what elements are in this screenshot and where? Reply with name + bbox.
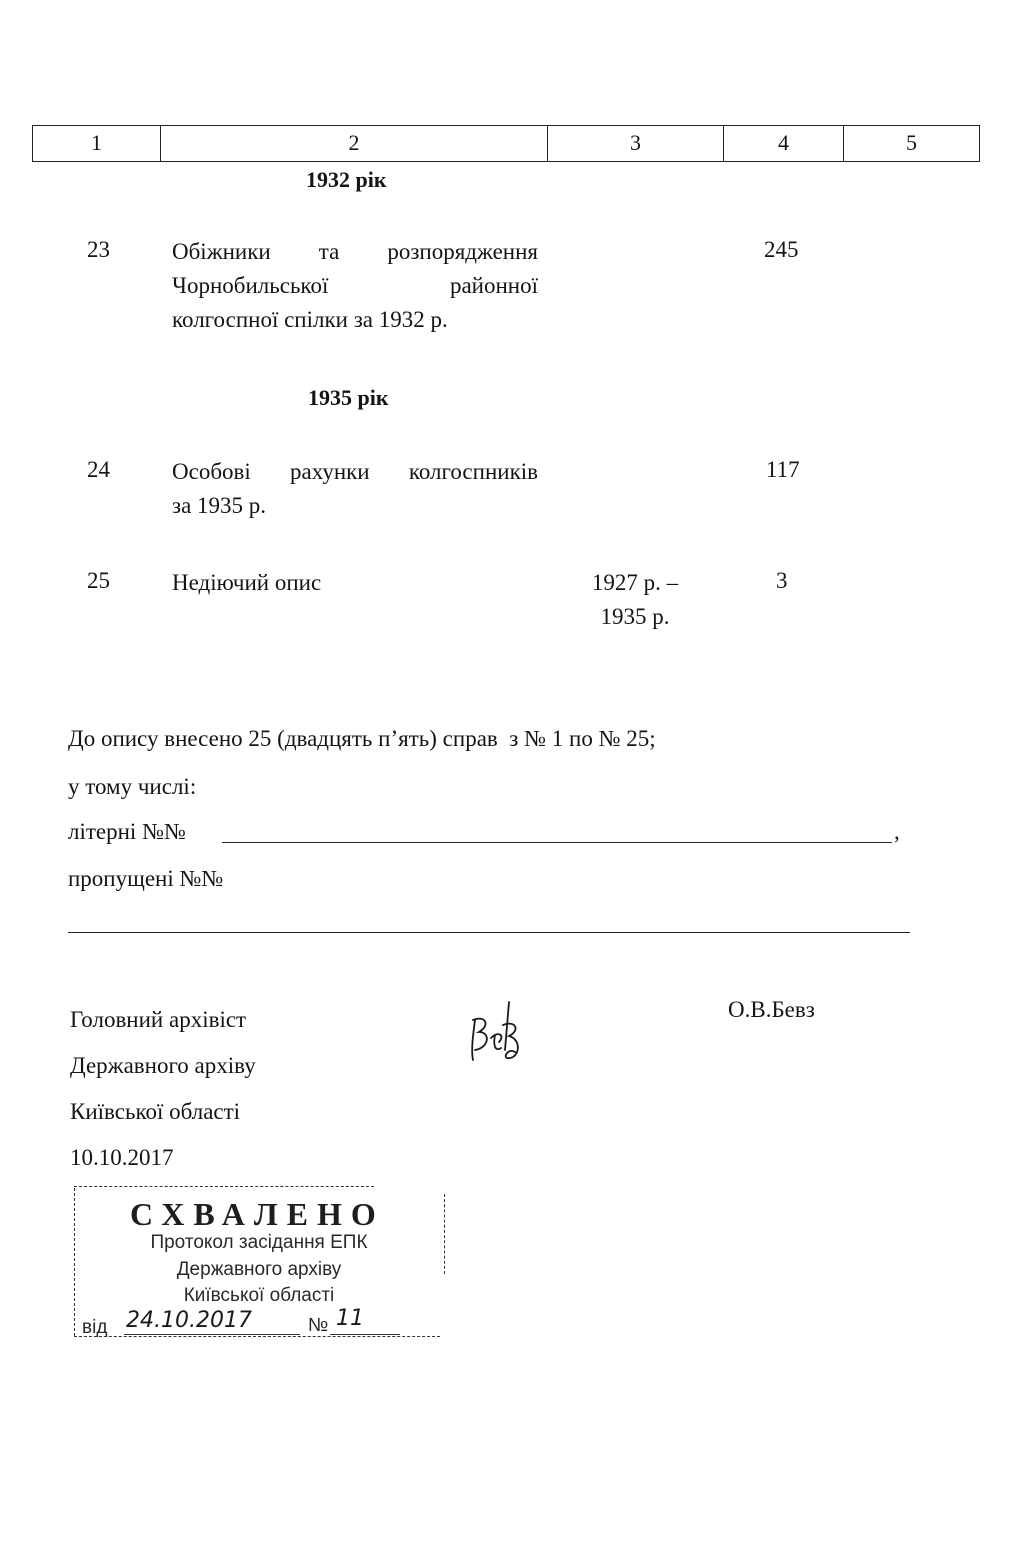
signatory-name: О.В.Бевз (728, 997, 815, 1022)
stamp-from-label: від (82, 1317, 108, 1338)
signatory-date: 10.10.2017 (70, 1145, 174, 1170)
stamp-number-handwritten: 11 (336, 1306, 364, 1331)
case-number-24: 24 (87, 457, 110, 482)
column-header-3: 3 (548, 126, 724, 161)
signatory-position-line-3: Київської області (70, 1099, 241, 1124)
literni-trailing-comma: , (894, 819, 900, 844)
case-sheets-24: 117 (766, 457, 800, 482)
stamp-number-underline (330, 1334, 400, 1335)
case-title-23-line-2: Чорнобильської районної (172, 273, 538, 298)
handwritten-signature (465, 990, 535, 1070)
stamp-border-bottom (74, 1336, 440, 1337)
case-number-25: 25 (87, 568, 110, 593)
column-header-4: 4 (724, 126, 844, 161)
stamp-protocol-line: Протокол засідання ЕПК (150, 1232, 368, 1253)
literni-blank-line (222, 842, 892, 843)
approval-stamp (74, 1180, 454, 1350)
case-dates-25-start: 1927 р. – (591, 570, 679, 595)
case-title-24-line-2: за 1935 р. (172, 493, 267, 518)
summary-including-line: у тому числі: (68, 774, 197, 799)
case-sheets-25: 3 (776, 568, 788, 593)
case-title-23 (172, 235, 538, 337)
column-header-1: 1 (33, 126, 161, 161)
signatory-position (70, 997, 256, 1181)
case-number-23: 23 (87, 237, 110, 262)
signatory-position-line-1: Головний архівіст (70, 1007, 247, 1032)
case-title-23-line-1: Обіжники та розпорядження (172, 239, 538, 264)
case-title-23-line-3: колгоспної спілки за 1932 р. (172, 307, 448, 332)
stamp-number-label: № (308, 1315, 329, 1336)
year-heading-1935: 1935 рік (308, 385, 389, 410)
literni-label: літерні №№ (68, 819, 186, 844)
column-header-2: 2 (161, 126, 548, 161)
stamp-region-line: Київської області (183, 1285, 335, 1306)
case-title-25: Недіючий опис (172, 570, 322, 595)
case-sheets-23: 245 (764, 237, 799, 262)
case-title-24-line-1: Особові рахунки колгоспників (172, 459, 538, 484)
case-dates-25-end: 1935 р. (600, 604, 670, 629)
stamp-border-top (74, 1186, 374, 1187)
propushcheni-blank-line (68, 932, 910, 933)
stamp-date-underline (124, 1334, 300, 1335)
case-dates-25 (560, 566, 710, 634)
signatory-position-line-2: Державного архіву (70, 1053, 256, 1078)
stamp-date-handwritten: 24.10.2017 (126, 1308, 252, 1333)
stamp-archive-line: Державного архіву (176, 1259, 342, 1280)
table-header-row (32, 125, 980, 162)
year-heading-1932: 1932 рік (306, 167, 387, 192)
case-title-24 (172, 455, 538, 523)
propushcheni-label: пропущені №№ (68, 866, 224, 891)
stamp-title: СХВАЛЕНО (130, 1196, 385, 1232)
stamp-border-right (444, 1194, 445, 1274)
column-header-5: 5 (906, 130, 917, 155)
summary-total-line: До опису внесено 25 (двадцять п’ять) справ з № 1 по № 25; (68, 726, 656, 751)
